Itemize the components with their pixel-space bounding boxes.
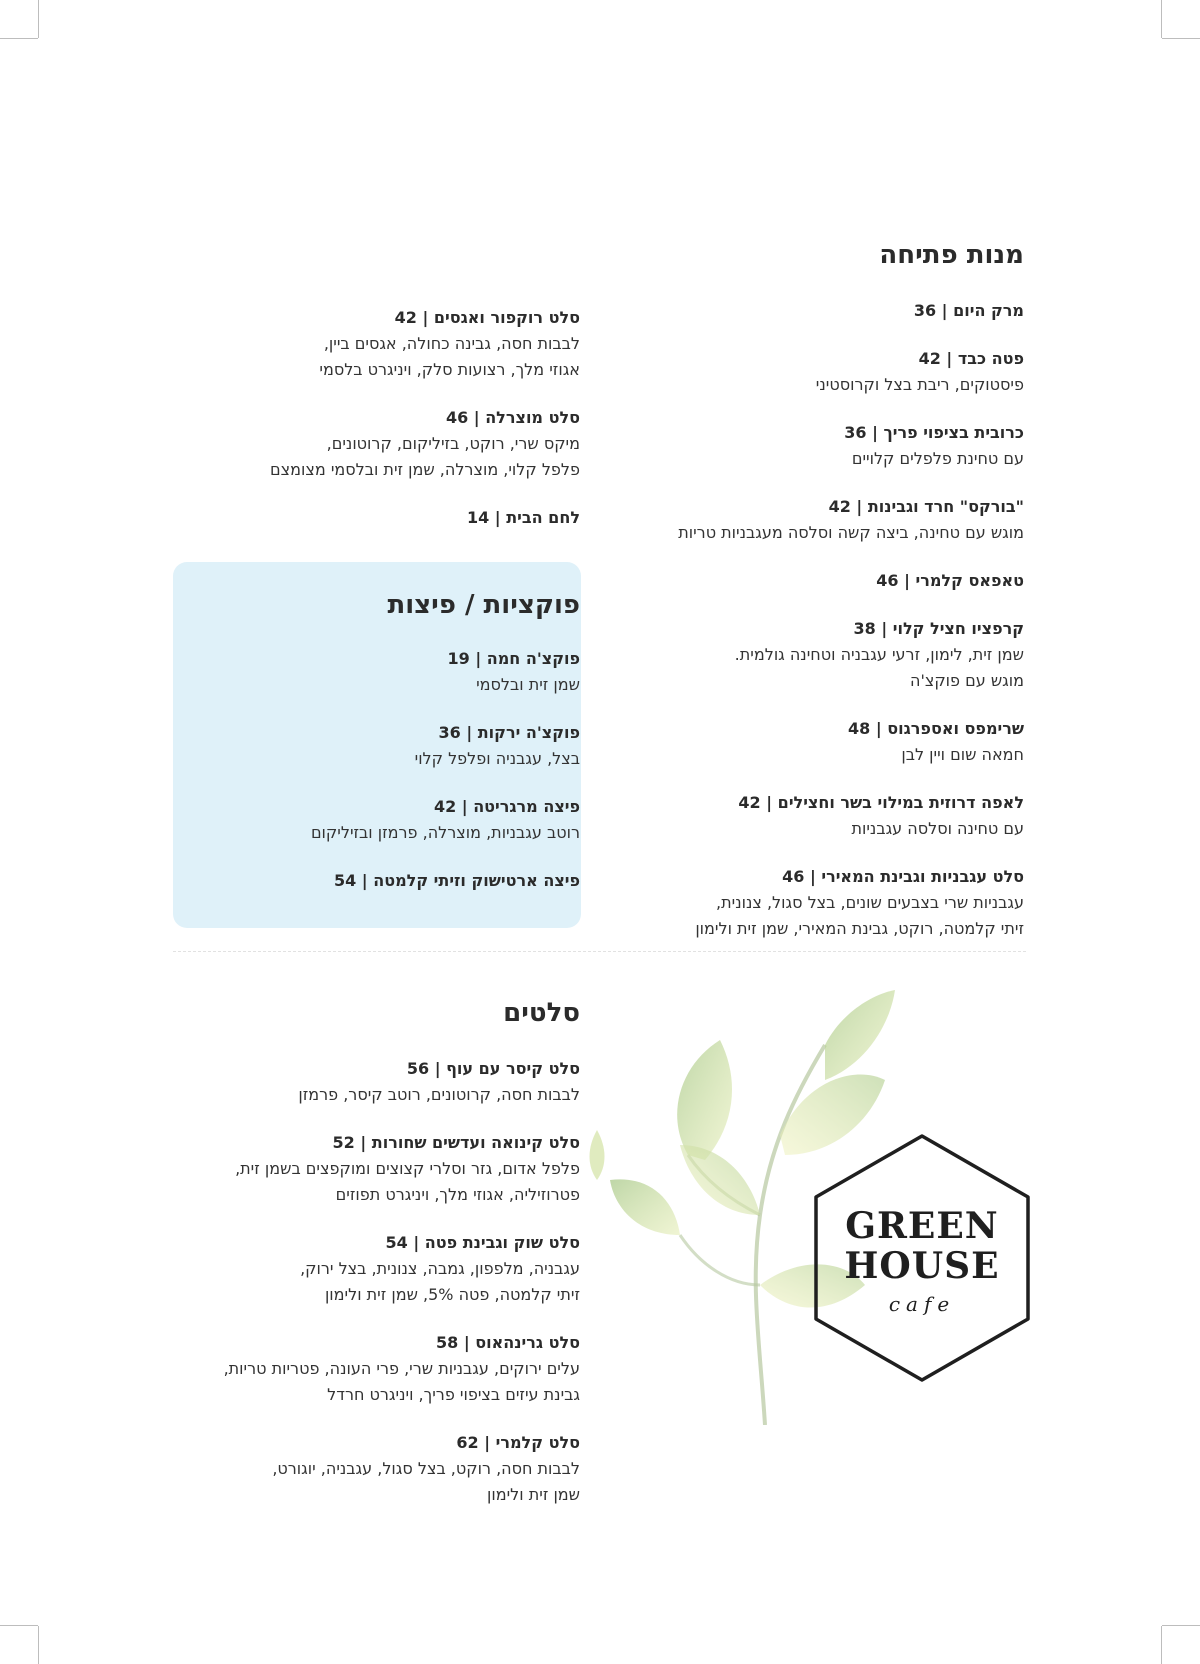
menu-item-description: עם טחינת פלפלים קלויים [851, 449, 1024, 468]
menu-item-name: סלט רוקפור ואגסים | 42 [394, 308, 580, 327]
menu-item-name: לאפה דרוזית במילוי בשר וחצילים | 42 [738, 793, 1024, 812]
menu-item [584, 420, 1024, 472]
menu-item-name: פיצה ארטישוק וזיתי קלמטה | 54 [333, 871, 580, 890]
menu-item-description: לבבות חסה, גבינה כחולה, אגסים ביין, [323, 334, 580, 353]
menu-item-description: מוגש עם פוקצ'ה [909, 671, 1024, 690]
salads-title: סלטים [503, 998, 580, 1028]
menu-item-name: מרק היום | 36 [913, 301, 1024, 320]
menu-item [180, 868, 580, 894]
crop-mark [1162, 38, 1200, 39]
crop-mark [0, 38, 38, 39]
menu-item-description: עגבניה, מלפפון, גמבה, צנונית, בצל ירוק, [300, 1259, 580, 1278]
menu-item [180, 646, 580, 698]
menu-item [140, 1230, 580, 1308]
menu-item-name: פיצה מרגריטה | 42 [433, 797, 580, 816]
menu-item-name: פוקצ'ה ירקות | 36 [438, 723, 580, 742]
starters-title: מנות פתיחה [879, 240, 1024, 270]
menu-item-name: פטה כבד | 42 [918, 349, 1024, 368]
menu-item-description: אגוזי מלך, רצועות סלק, ויניגרט בלסמי [319, 360, 580, 379]
menu-item-name: פוקצ'ה חמה | 19 [447, 649, 580, 668]
menu-item [584, 346, 1024, 398]
menu-item-description: שמן זית, לימון, זרעי עגבניה וטחינה גולמית. [734, 645, 1024, 664]
salads-list [140, 1056, 580, 1508]
crop-mark [38, 1626, 39, 1664]
menu-item-name: סלט קינואה ועדשים שחורות | 52 [332, 1133, 580, 1152]
menu-item-description: מיקס שרי, רוקט, בזיליקום, קרוטונים, [326, 434, 580, 453]
menu-item-name: שרימפס ואספרגוס | 48 [848, 719, 1024, 738]
menu-item [140, 1056, 580, 1108]
menu-item [160, 305, 580, 383]
menu-item-name: קרפציו חציל קלוי | 38 [853, 619, 1024, 638]
menu-item [160, 405, 580, 483]
crop-mark [0, 1625, 38, 1626]
menu-item-description: עגבניות שרי בצבעים שונים, בצל סגול, צנונית, [716, 893, 1024, 912]
logo-line-green: GREEN [845, 1205, 999, 1247]
menu-item-name: "בורקס" חרד וגבינות | 42 [828, 497, 1024, 516]
menu-item-name: טאפאס קלמרי | 46 [876, 571, 1024, 590]
menu-item [180, 720, 580, 772]
crop-mark [38, 0, 39, 38]
menu-item-description: עם טחינה וסלסה עגבניות [851, 819, 1024, 838]
menu-item [584, 790, 1024, 842]
menu-item-description: לבבות חסה, קרוטונים, רוטב קיסר, פרמזן [298, 1085, 580, 1104]
menu-item-description: זיתי קלמטה, רוקט, גבינת המאירי, שמן זית ולימון [695, 919, 1024, 938]
menu-item-name: סלט קיסר עם עוף | 56 [406, 1059, 580, 1078]
focaccia-list [180, 646, 580, 894]
menu-item-name: סלט גרינהאוס | 58 [436, 1333, 580, 1352]
menu-item-description: פלפל קלוי, מוצרלה, שמן זית ובלסמי מצומצם [270, 460, 580, 479]
menu-item [584, 864, 1024, 942]
menu-item-name: סלט עגבניות וגבינת המאירי | 46 [782, 867, 1024, 886]
menu-item [160, 505, 580, 531]
crop-mark [1161, 1626, 1162, 1664]
focaccia-column [180, 590, 580, 916]
menu-item-description: פטרוזיליה, אגוזי מלך, ויניגרט תפוזים [335, 1185, 580, 1204]
logo-line-cafe: cafe [888, 1292, 956, 1316]
section-divider [173, 951, 1026, 952]
menu-item [140, 1330, 580, 1408]
menu-item-description: שמן זית ובלסמי [476, 675, 580, 694]
starters-list [584, 298, 1024, 942]
leaf-drop-icon [585, 1130, 609, 1180]
menu-item-description: רוטב עגבניות, מוצרלה, פרמזן ובזיליקום [310, 823, 580, 842]
menu-item-name: סלט מוצרלה | 46 [445, 408, 580, 427]
menu-item-description: עלים ירוקים, עגבניות שרי, פרי העונה, פטריות טריות, [223, 1359, 580, 1378]
menu-item-description: זיתי קלמטה, פטה 5%, שמן זית ולימון [324, 1285, 580, 1304]
menu-item-description: חמאה שום ויין לבן [901, 745, 1024, 764]
menu-item-name: כרובית בציפוי פריך | 36 [844, 423, 1024, 442]
menu-item [584, 298, 1024, 324]
crop-mark [1162, 1625, 1200, 1626]
menu-item-name: סלט קלמרי | 62 [456, 1433, 580, 1452]
menu-item [584, 616, 1024, 694]
green-house-logo [812, 1132, 1032, 1384]
menu-item-description: גבינת עיזים בציפוי פריך, ויניגרט חרדל [327, 1385, 580, 1404]
menu-item [140, 1130, 580, 1208]
menu-item-description: לבבות חסה, רוקט, בצל סגול, עגבניה, יוגורט, [272, 1459, 580, 1478]
menu-item-description: מוגש עם טחינה, ביצה קשה וסלסה מעגבניות טריות [678, 523, 1024, 542]
left-top-list [160, 305, 580, 531]
menu-item-description: פלפל אדום, גזר וסלרי קצוצים ומוקפצים בשמן זית, [235, 1159, 580, 1178]
salads-column [140, 998, 580, 1530]
left-top-column [160, 305, 580, 553]
menu-item [180, 794, 580, 846]
menu-item [584, 494, 1024, 546]
menu-item-name: לחם הבית | 14 [466, 508, 580, 527]
menu-item-name: סלט שוק וגבינת פטה | 54 [385, 1233, 580, 1252]
focaccia-title: פוקציות / פיצות [387, 590, 580, 620]
menu-item-description: שמן זית ולימון [487, 1485, 580, 1504]
logo-line-house: HOUSE [844, 1245, 1000, 1287]
menu-item [584, 568, 1024, 594]
menu-item-description: בצל, עגבניה ופלפל קלוי [414, 749, 580, 768]
menu-item [140, 1430, 580, 1508]
starters-column [584, 240, 1024, 964]
menu-item-description: פיסטוקים, ריבת בצל וקרוסטיני [815, 375, 1024, 394]
crop-mark [1161, 0, 1162, 38]
menu-item [584, 716, 1024, 768]
